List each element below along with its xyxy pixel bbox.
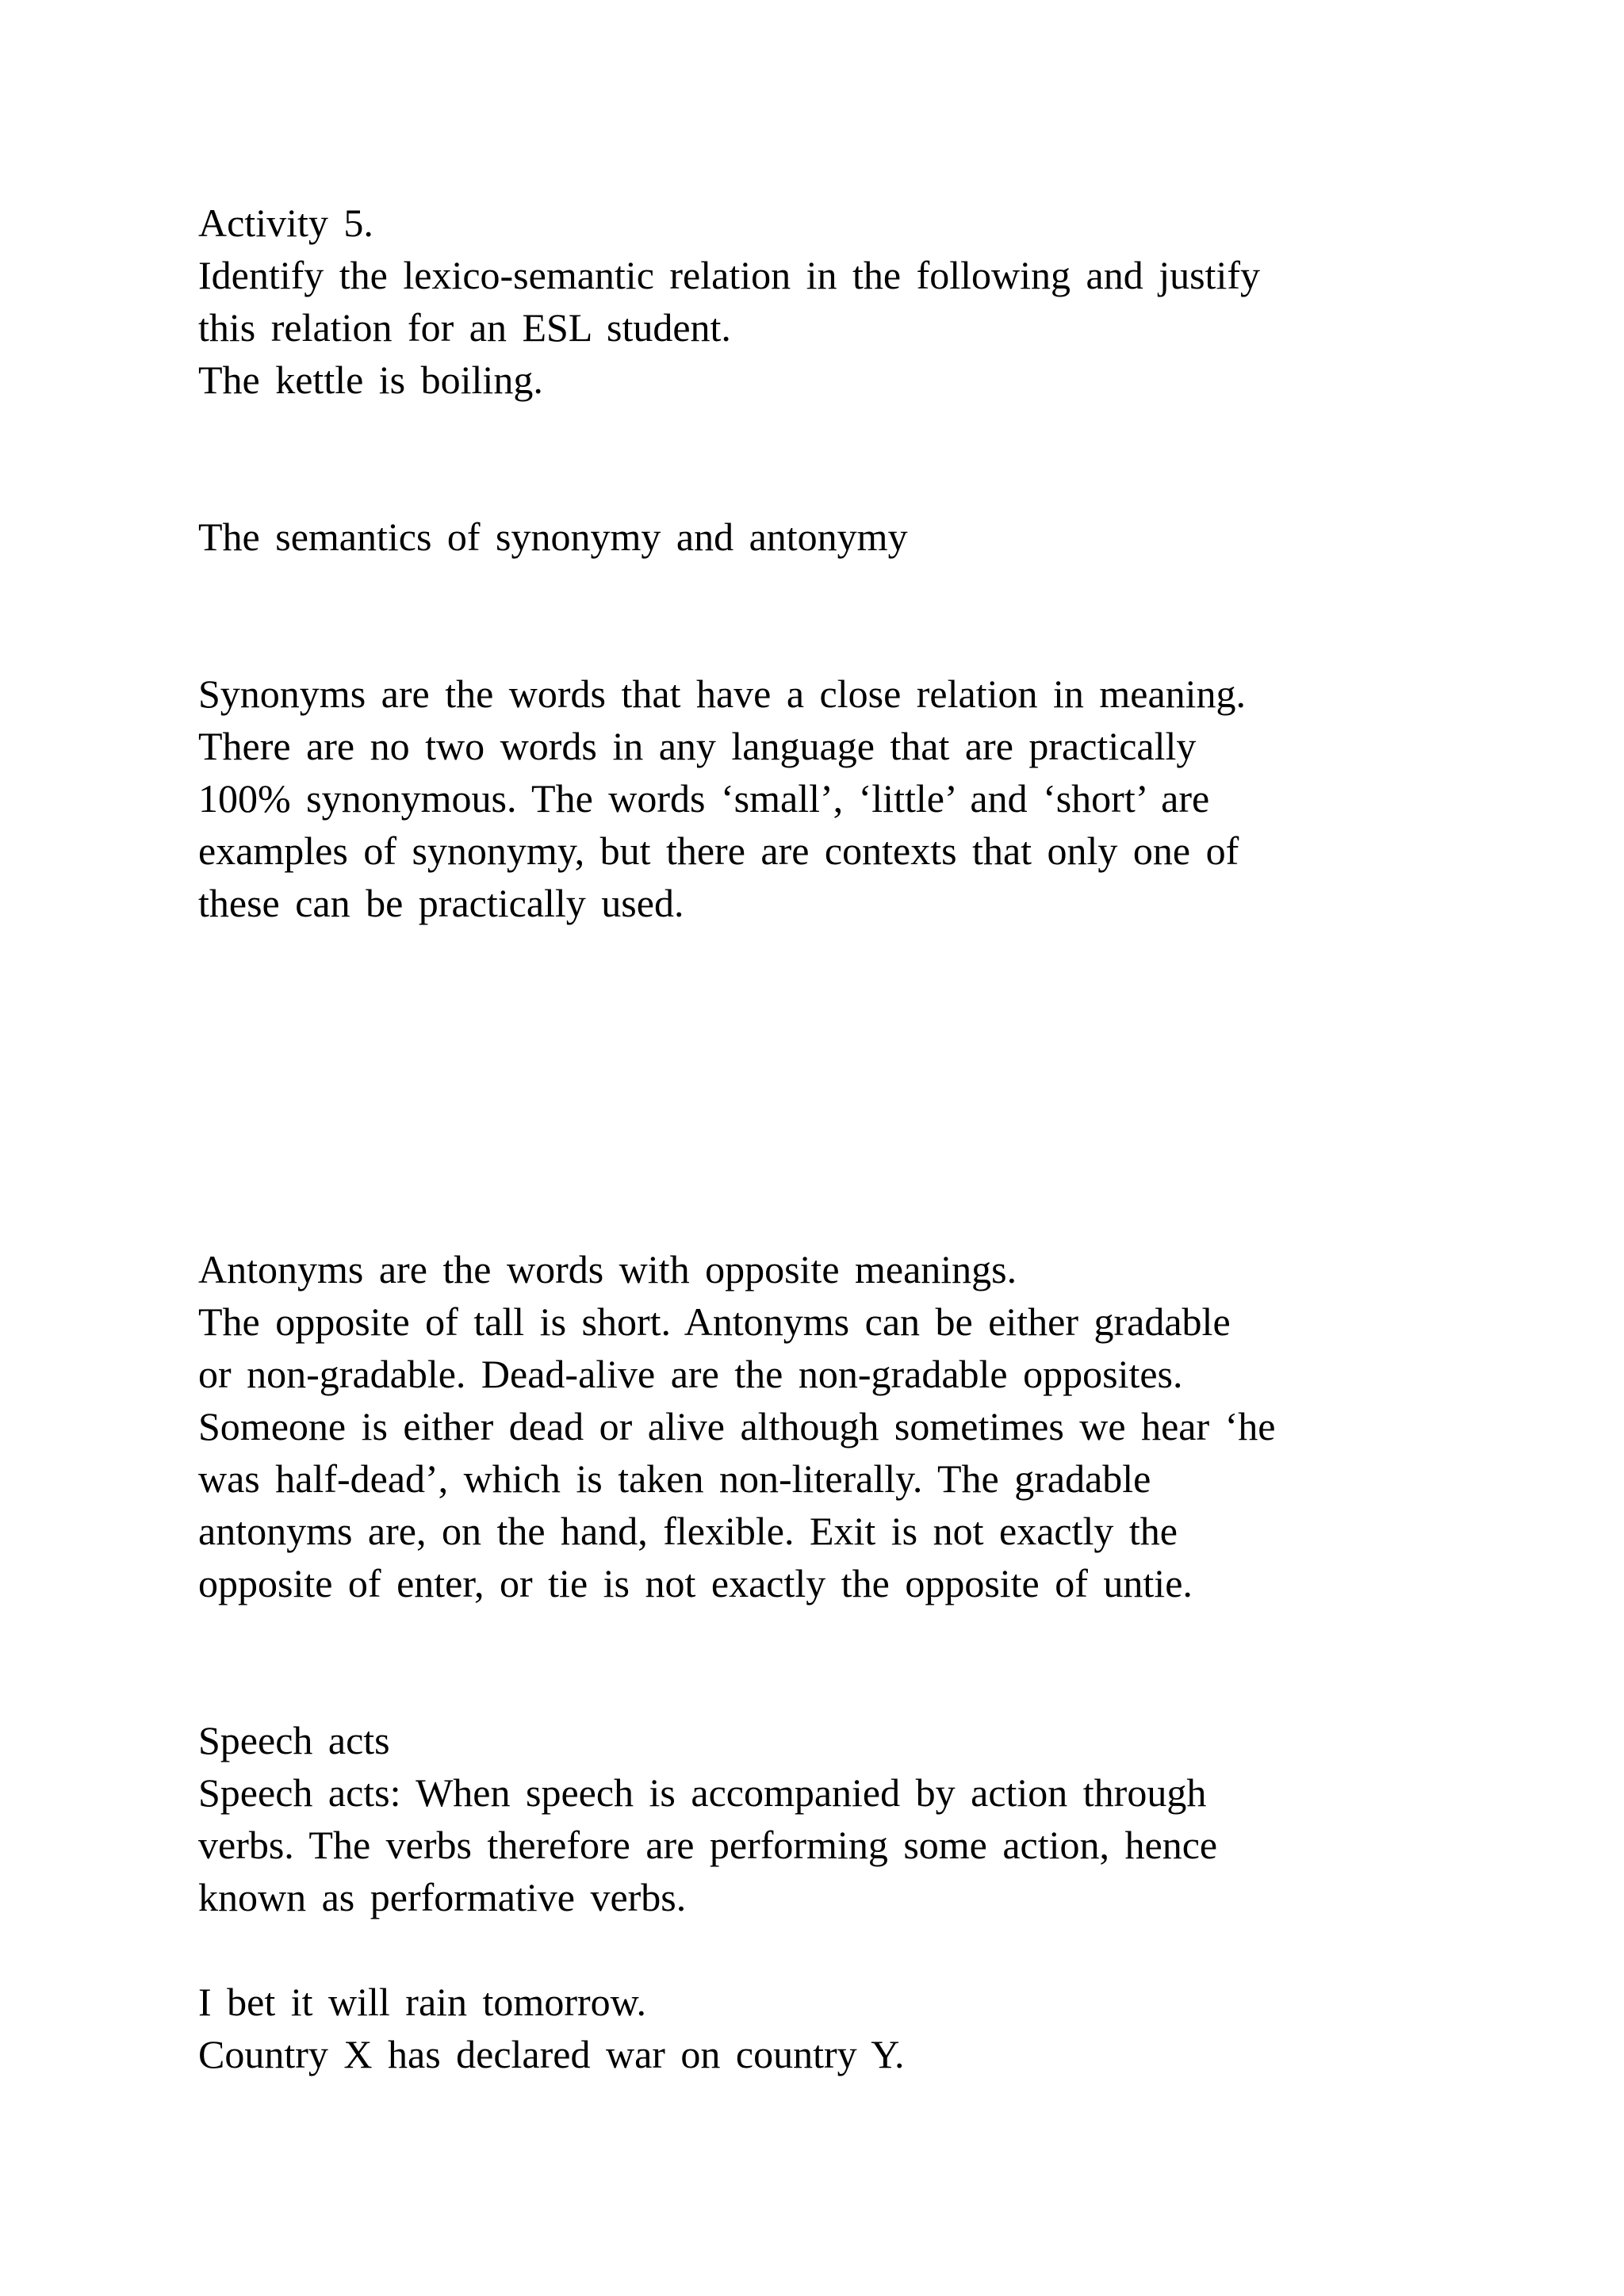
antonyms-line: Antonyms are the words with opposite meanings. (198, 1247, 1017, 1292)
activity-prompt-line: Identify the lexico-semantic relation in the following and justify (198, 253, 1260, 297)
antonyms-line: was half-dead’, which is taken non-literally. The gradable (198, 1456, 1151, 1501)
section-heading: The semantics of synonymy and antonymy (198, 515, 908, 559)
antonyms-paragraph (198, 1243, 1499, 1609)
synonyms-line: Synonyms are the words that have a close relation in meaning. (198, 672, 1247, 716)
speech-acts-definition-line: Speech acts: When speech is accompanied by action through (198, 1770, 1207, 1815)
document-body (198, 197, 1499, 2080)
activity-heading: Activity 5. (198, 201, 373, 245)
spacer (198, 1609, 1499, 1714)
spacer (198, 406, 1499, 511)
speech-acts-definition-line: known as performative verbs. (198, 1875, 687, 1919)
speech-acts-section (198, 1714, 1499, 2080)
antonyms-line: Someone is either dead or alive although sometimes we hear ‘he (198, 1404, 1276, 1448)
spacer (198, 563, 1499, 668)
activity-example: The kettle is boiling. (198, 358, 543, 402)
spacer (198, 929, 1499, 1243)
synonyms-line: There are no two words in any language that are practically (198, 724, 1197, 768)
activity-section (198, 197, 1499, 406)
speech-act-example: I bet it will rain tomorrow. (198, 1980, 646, 2024)
speech-act-example: Country X has declared war on country Y. (198, 2032, 905, 2076)
spacer (198, 1923, 1499, 1976)
speech-acts-heading: Speech acts (198, 1718, 390, 1762)
synonyms-line: examples of synonymy, but there are contexts that only one of (198, 828, 1239, 873)
antonyms-line: opposite of enter, or tie is not exactly the opposite of untie. (198, 1561, 1193, 1605)
activity-prompt-line: this relation for an ESL student. (198, 305, 731, 350)
antonyms-line: antonyms are, on the hand, flexible. Exit is not exactly the (198, 1509, 1178, 1553)
synonyms-line: these can be practically used. (198, 881, 684, 925)
synonyms-line: 100% synonymous. The words ‘small’, ‘little’ and ‘short’ are (198, 776, 1210, 821)
antonyms-line: The opposite of tall is short. Antonyms can be either gradable (198, 1299, 1231, 1344)
speech-acts-definition-line: verbs. The verbs therefore are performing some action, hence (198, 1823, 1218, 1867)
antonyms-line: or non-gradable. Dead-alive are the non-gradable opposites. (198, 1352, 1183, 1396)
synonyms-paragraph (198, 668, 1499, 929)
